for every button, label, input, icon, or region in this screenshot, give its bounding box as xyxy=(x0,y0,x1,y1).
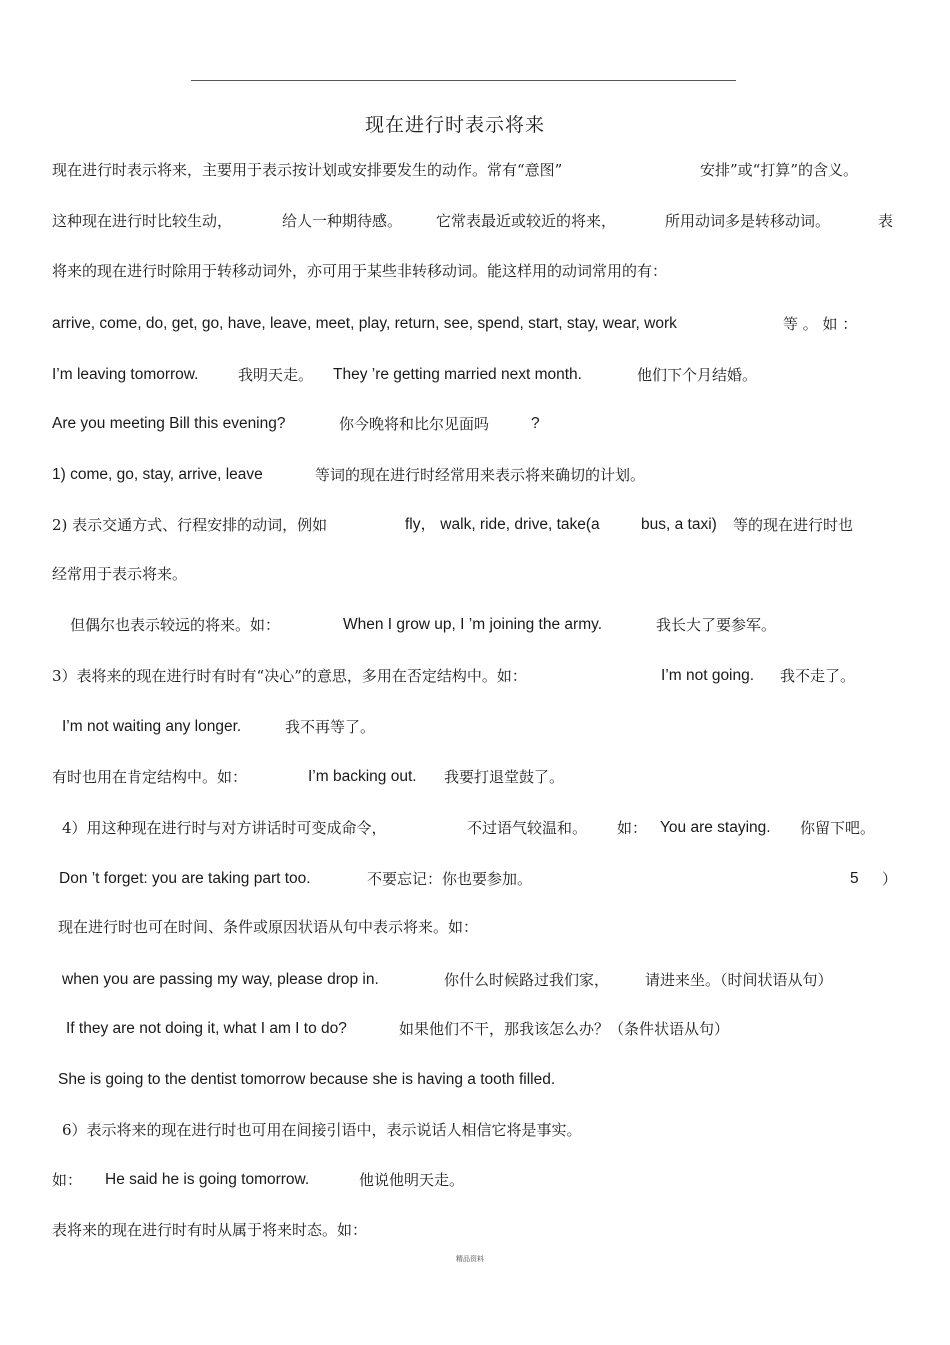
text-line: 等词的现在进行时经常用来表示将来确切的计划。 xyxy=(315,466,646,484)
text-line: 6）表示将来的现在进行时也可用在间接引语中，表示说话人相信它将是事实。 xyxy=(62,1121,582,1139)
text-line: 请进来坐。（时间状语从句） xyxy=(645,971,833,989)
text-line: When I grow up, I ’m joining the army. xyxy=(343,616,603,633)
text-line: bus, a taxi) xyxy=(641,516,717,533)
page-footer: 精品资料 xyxy=(456,1255,484,1263)
text-line: 它常表最近或较近的将来， xyxy=(436,212,617,230)
text-line: 但偶尔也表示较远的将来。如： xyxy=(70,616,281,634)
text-line: 有时也用在肯定结构中。如： xyxy=(52,768,248,786)
text-line: arrive, come, do, get, go, have, leave, meet, play, return, see, spend, start, stay, wear, work xyxy=(52,315,677,332)
text-line: 我明天走。 xyxy=(238,366,314,384)
text-line: 3）表将来的现在进行时有时有“决心”的意思，多用在否定结构中。如： xyxy=(52,667,527,685)
text-line: 如： xyxy=(617,819,648,837)
text-line: 所用动词多是转移动词。 xyxy=(665,212,831,230)
text-line: 现在进行时表示将来，主要用于表示按计划或安排要发生的动作。常有“意图” xyxy=(52,161,563,179)
text-line: 4）用这种现在进行时与对方讲话时可变成命令， xyxy=(62,819,387,837)
text-line: 如： xyxy=(52,1171,83,1189)
text-line: They ’re getting married next month. xyxy=(333,366,582,383)
text-line: 你什么时候路过我们家， xyxy=(444,971,610,989)
text-line: 你今晚将和比尔见面吗 xyxy=(339,415,490,433)
text-line: 等 。 如 ： xyxy=(783,315,858,333)
text-line: You are staying. xyxy=(660,819,771,836)
text-line: I’m not going. xyxy=(661,667,755,684)
text-line: Are you meeting Bill this evening? xyxy=(52,415,286,432)
text-line: 他说他明天走。 xyxy=(359,1171,465,1189)
text-line: when you are passing my way, please drop in. xyxy=(62,971,379,988)
text-line: Don ’t forget: you are taking part too. xyxy=(59,870,311,887)
text-line: 2) 表示交通方式、行程安排的动词，例如 xyxy=(52,516,328,534)
text-line: 不要忘记：你也要参加。 xyxy=(367,870,533,888)
text-line: 这种现在进行时比较生动， xyxy=(52,212,233,230)
text-line: 给人一种期待感。 xyxy=(282,212,403,230)
text-line: I’m not waiting any longer. xyxy=(62,718,242,735)
text-line: 表将来的现在进行时有时从属于将来时态。如： xyxy=(52,1221,368,1239)
text-line: fly， walk, ride, drive, take(a xyxy=(405,516,600,533)
text-line: 1) come, go, stay, arrive, leave xyxy=(52,466,263,483)
text-line: 我不再等了。 xyxy=(285,718,376,736)
text-line: 等的现在进行时也 xyxy=(733,516,854,534)
text-line: 我不走了。 xyxy=(780,667,856,685)
text-line: I’m leaving tomorrow. xyxy=(52,366,199,383)
text-line: She is going to the dentist tomorrow because she is having a tooth filled. xyxy=(58,1071,556,1088)
text-line: 你留下吧。 xyxy=(800,819,876,837)
text-line: ? xyxy=(531,415,540,432)
text-line: 现在进行时也可在时间、条件或原因状语从句中表示将来。如： xyxy=(58,918,479,936)
text-line: 不过语气较温和。 xyxy=(467,819,588,837)
text-line: If they are not doing it, what I am I to do? xyxy=(66,1020,347,1037)
text-line: 我长大了要参军。 xyxy=(656,616,777,634)
text-line: ） xyxy=(882,870,898,888)
text-line: 将来的现在进行时除用于转移动词外，亦可用于某些非转移动词。能这样用的动词常用的有： xyxy=(52,262,668,280)
header-rule xyxy=(191,80,736,81)
text-line: 经常用于表示将来。 xyxy=(52,565,188,583)
text-line: I’m backing out. xyxy=(308,768,417,785)
text-line: 5 xyxy=(850,870,859,887)
text-line: 表 xyxy=(878,212,894,230)
page-title: 现在进行时表示将来 xyxy=(364,114,545,136)
text-line: 我要打退堂鼓了。 xyxy=(444,768,565,786)
text-line: 如果他们不干，那我该怎么办？（条件状语从句） xyxy=(399,1020,730,1038)
text-line: 他们下个月结婚。 xyxy=(637,366,758,384)
text-line: 安排”或“打算”的含义。 xyxy=(700,161,859,179)
text-line: He said he is going tomorrow. xyxy=(105,1171,310,1188)
